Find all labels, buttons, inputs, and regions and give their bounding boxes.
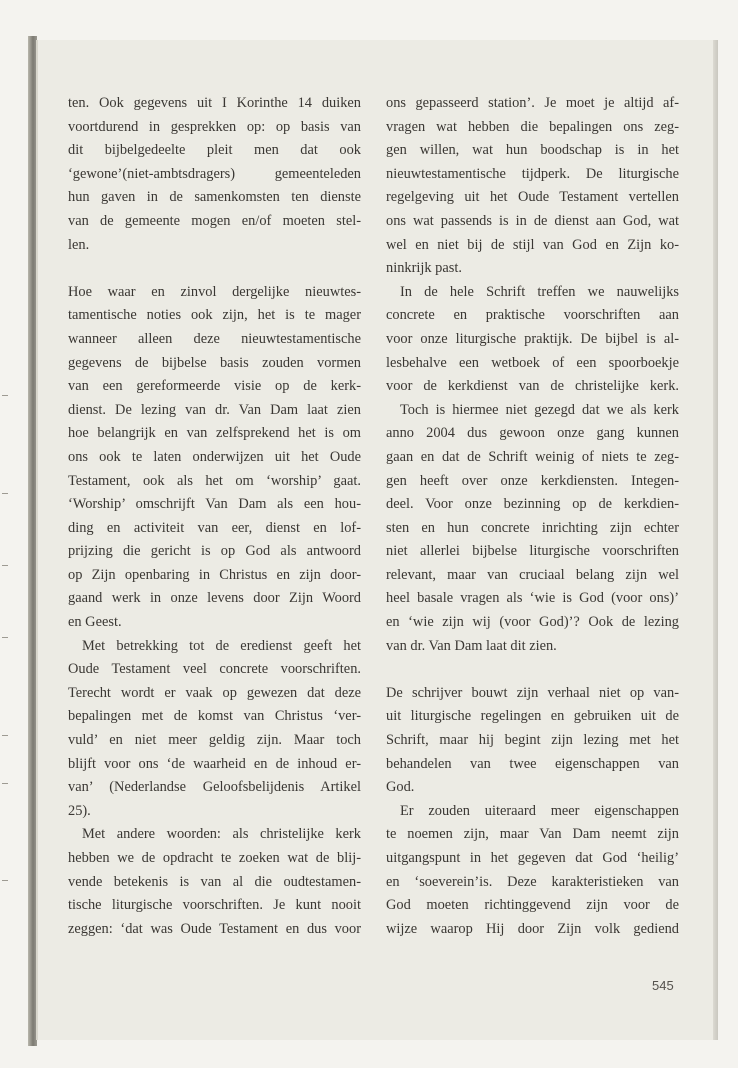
text-line: hebben we de opdracht te zoeken wat de blij- xyxy=(68,850,361,866)
text-line: ons ook te laten onderwijzen uit het Oude xyxy=(68,448,361,465)
text-line: ‘gewone’(niet-ambtsdragers) gemeenteleden xyxy=(68,165,361,182)
facing-page-mark xyxy=(2,565,8,566)
text-line: regelgeving uit het Oude Testament vertellen xyxy=(386,189,679,206)
text-line: Er zouden uiteraard meer eigenschappen xyxy=(400,802,679,819)
text-line: voor de kerkdienst van de christelijke kerk. xyxy=(386,378,679,395)
text-line: uit liturgische regelingen en gebruiken uit de xyxy=(386,708,679,725)
facing-page-mark xyxy=(2,637,8,638)
text-line: bepalingen met de komst van Christus ‘ver- xyxy=(68,708,361,725)
text-line: Met betrekking tot de eredienst geeft het xyxy=(82,637,361,654)
text-line: en ‘soeverein’is. Deze karakteristieken van xyxy=(386,873,679,890)
text-line: lesbehalve een wetboek of een spoorboekje xyxy=(386,354,679,371)
text-line: blijft voor ons ‘de waarheid en de inhoud er- xyxy=(68,755,361,772)
text-line: gen heeft over onze kerkdiensten. Integen- xyxy=(386,472,679,489)
text-line: In de hele Schrift treffen we nauwelijks xyxy=(400,283,679,300)
text-line: zeggen: ‘dat was Oude Testament en dus voor xyxy=(68,920,361,937)
text-line: van de gemeente mogen en/of moeten stel- xyxy=(68,212,361,229)
text-line: en ‘wie zijn wij (voor God)’? Ook de lezing xyxy=(386,614,679,631)
paragraph-gap xyxy=(386,658,679,682)
text-line: dit bijbelgedeelte pleit men dat ook xyxy=(68,142,361,159)
text-line: vende betekenis is van al die oudtestamen- xyxy=(68,873,361,890)
text-column-right xyxy=(386,92,679,941)
page-edge xyxy=(713,40,718,1040)
text-line: en Geest. xyxy=(68,614,122,631)
page-number: 545 xyxy=(652,978,674,993)
text-line: van een gereformeerde visie op de kerk- xyxy=(68,378,361,395)
text-line: Hoe waar en zinvol dergelijke nieuwtes- xyxy=(68,283,361,300)
text-line: Terecht wordt er vaak op gewezen dat deze xyxy=(68,684,361,701)
facing-page-mark xyxy=(2,880,8,881)
text-line: sten en hun concrete inrichting zijn echter xyxy=(386,519,679,536)
text-line: wel en niet bij de stijl van God en Zijn ko- xyxy=(386,236,679,253)
text-line: deel. Voor onze bezinning op de kerkdien- xyxy=(386,496,679,513)
facing-page-mark xyxy=(2,735,8,736)
text-line: wanneer alleen deze nieuwtestamentische xyxy=(68,330,361,347)
text-column-left xyxy=(68,92,361,941)
text-line: ‘Worship’ omschrijft Van Dam als een hou- xyxy=(68,496,361,513)
text-line: niet allerlei bijbelse liturgische voorschriften xyxy=(386,543,679,560)
text-line: uitgangspunt in het gegeven dat God ‘heilig’ xyxy=(386,850,679,866)
text-line: len. xyxy=(68,236,90,253)
text-line: heel basale vragen als ‘wie is God (voor ons)’ xyxy=(386,590,679,607)
text-line: nieuwtestamentische tijdperk. De liturgische xyxy=(386,165,679,182)
text-line: De schrijver bouwt zijn verhaal niet op van- xyxy=(386,684,679,701)
text-line: gaan en dat de Schrift weinig of niets te zeg- xyxy=(386,448,679,465)
text-line: relevant, maar van cruciaal belang zijn wel xyxy=(386,566,679,583)
text-line: gaand werk in onze levens door Zijn Woord xyxy=(68,590,361,607)
text-line: gegevens de bijbelse basis zouden vormen xyxy=(68,354,361,371)
text-line: voor onze liturgische praktijk. De bijbel is al- xyxy=(386,330,679,347)
text-line: wijze waarop Hij door Zijn volk gediend xyxy=(386,920,679,937)
text-line: Testament, ook als het om ‘worship’ gaat. xyxy=(68,472,361,489)
text-line: ten. Ook gegevens uit I Korinthe 14 duiken xyxy=(68,95,361,111)
facing-page-mark xyxy=(2,395,8,396)
text-line: hun gaven in de samenkomsten ten dienste xyxy=(68,189,361,206)
text-line: God moeten richtinggevend zijn voor de xyxy=(386,897,679,914)
text-line: dienst. De lezing van dr. Van Dam laat zien xyxy=(68,401,361,418)
text-line: ninkrijk past. xyxy=(386,260,462,277)
text-line: vuld’ en niet meer geldig zijn. Maar toch xyxy=(68,732,361,749)
text-line: prijzing die gericht is op God als antwoord xyxy=(68,543,361,560)
text-line: Toch is hiermee niet gezegd dat we als kerk xyxy=(400,401,679,418)
text-line: 25). xyxy=(68,802,91,819)
text-line: ding en activiteit van eer, dienst en lof- xyxy=(68,519,361,536)
text-line: anno 2004 dus gewoon onze gang kunnen xyxy=(386,425,679,442)
facing-page-mark xyxy=(2,783,8,784)
text-line: God. xyxy=(386,779,415,796)
text-line: gen willen, wat hun boodschap is in het xyxy=(386,142,679,159)
text-line: behandelen van twee eigenschappen van xyxy=(386,755,679,772)
text-line: tische liturgische voorschriften. Je kunt nooit xyxy=(68,897,361,914)
text-line: Oude Testament veel concrete voorschriften. xyxy=(68,661,361,678)
text-line: concrete en praktische voorschriften aan xyxy=(386,307,679,324)
text-line: voortdurend in gesprekken op: op basis van xyxy=(68,118,361,135)
facing-page-mark xyxy=(2,493,8,494)
text-line: ons wat passends is in de dienst aan God, wat xyxy=(386,212,679,229)
text-line: tamentische noties ook zijn, het is te mager xyxy=(68,307,361,324)
text-line: Met andere woorden: als christelijke kerk xyxy=(82,826,361,843)
text-line: van’ (Nederlandse Geloofsbelijdenis Artikel xyxy=(68,779,361,796)
paragraph-gap xyxy=(68,257,361,281)
text-line: Schrift, maar hij begint zijn lezing met het xyxy=(386,732,679,749)
text-line: te noemen zijn, maar Van Dam neemt zijn xyxy=(386,826,679,843)
text-line: vragen wat hebben die bepalingen ons zeg- xyxy=(386,118,679,135)
text-line: van dr. Van Dam laat dit zien. xyxy=(386,637,557,654)
text-line: hoe belangrijk en van zelfsprekend het is om xyxy=(68,425,361,442)
text-line: op Zijn openbaring in Christus en zijn door- xyxy=(68,566,361,583)
text-line: ons gepasseerd station’. Je moet je altijd af- xyxy=(386,95,679,111)
